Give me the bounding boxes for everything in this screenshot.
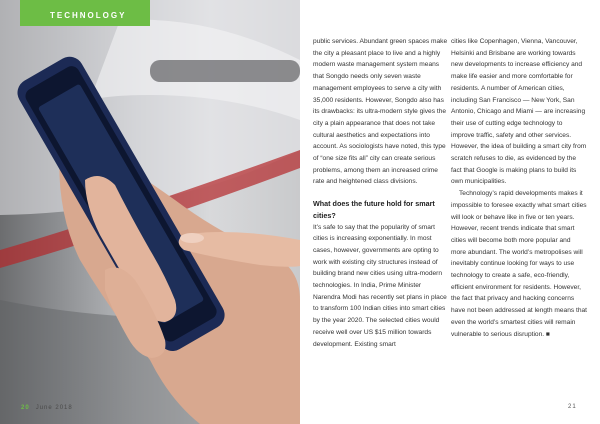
text-column-2: [451, 36, 587, 340]
section-tag-label: TECHNOLOGY: [50, 11, 127, 20]
issue-date: June 2018: [35, 405, 73, 411]
section-heading: What does the future hold for smart cities?: [313, 199, 435, 220]
body-paragraph: Technology’s rapid developments makes it impossible to foresee exactly what smart cities will look or behave like in five or ten years. However, recent trends indicate that smart cities will become both more popular and more abundant. The world’s metropolises will inevitably continue looking for ways to use technology to create a safe, eco-friendly, efficient environment for residents. However, the fact that privacy and hacking concerns have not been addressed at length means that even the world’s smartest cities will remain vulnerable to serious disruption. ■: [451, 190, 588, 338]
left-page-number: 20: [21, 405, 30, 411]
body-paragraph: It’s safe to say that the popularity of smart cities is increasing exponentially. In most cases, however, governments are opting to work with existing city structures instead of building brand new cities using ultra-modern technologies. In India, Prime Minister Narendra Modi has recently set plans in place to transform 100 Indian cities into smart cities by the year 2020. The selected cities would receive well over US $15 million towards development. Existing smart: [313, 223, 447, 348]
section-tag: [20, 0, 150, 26]
text-column-1: [313, 36, 449, 350]
left-folio: [21, 405, 73, 411]
body-paragraph: public services. Abundant green spaces make the city a pleasant place to live and a highly modern waste management system means that Songdo needs only seven waste management employees to serve a city with 35,000 residents. However, Songdo also has its drawbacks: its ultra-modern style gives the city a plain appearance that does not take cultural aesthetics and expectations into account. As sociologists have noted, this type of “one size fits all” city can create serious problems, among them an increased crime rate and heightened class divisions.: [313, 38, 448, 186]
right-page-number: 21: [568, 404, 577, 410]
body-paragraph: cities like Copenhagen, Vienna, Vancouver, Helsinki and Brisbane are working towards new developments to increase efficiency and make life easier and more comfortable for residents. A number of American cities, including San Francisco — New York, San Antonio, Chicago and Miami — are increasing their use of cutting edge technology to improve traffic, safety and other services. However, the idea of building a smart city from scratch refuses to die, as evidenced by the fact that Google is making plans to build its own municipalities.: [451, 38, 587, 186]
